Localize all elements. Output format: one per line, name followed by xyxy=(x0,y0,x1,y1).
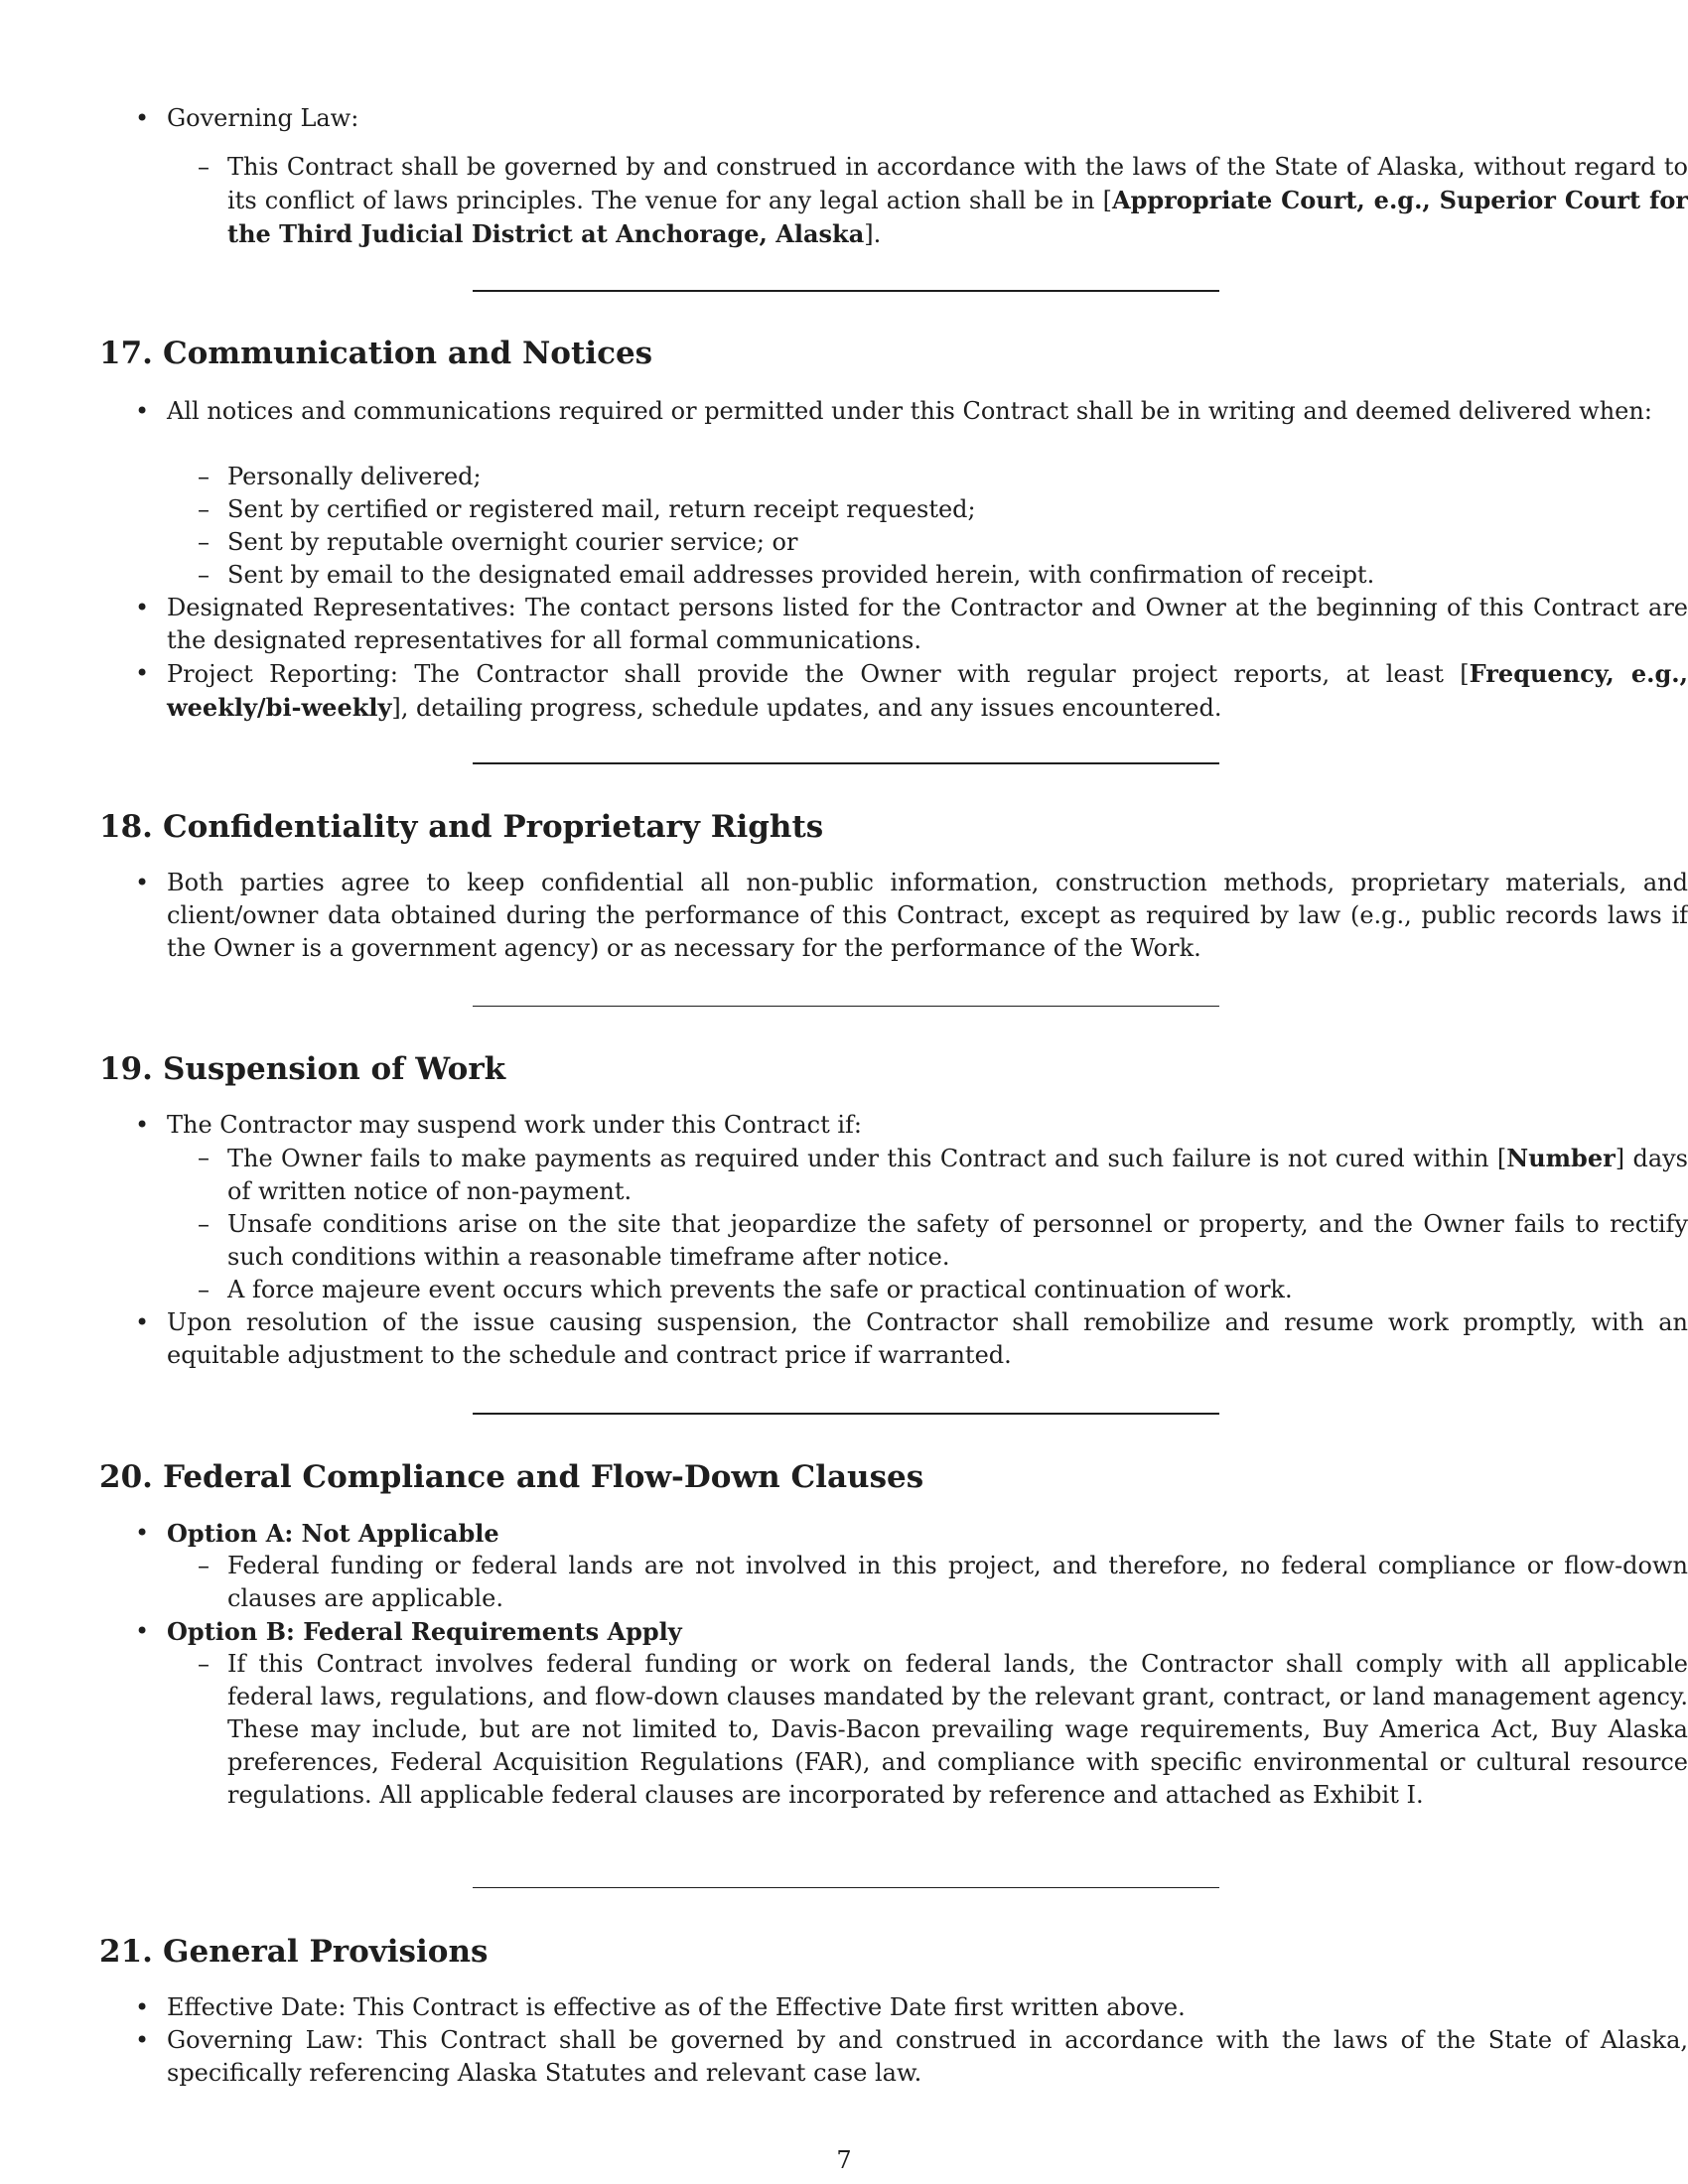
s17-bullet-representatives: • Designated Representatives: The contact persons listed for the Contractor and Owner at the beginning of this Contract are the designated representatives for all formal communications. xyxy=(167,592,1688,657)
section-19-heading: 19. Suspension of Work xyxy=(99,1051,506,1087)
document-page xyxy=(99,0,1688,2184)
s19-bullet-suspend: • The Contractor may suspend work under this Contract if: xyxy=(167,1109,1688,1142)
section-divider xyxy=(473,1006,1219,1007)
governing-law-label: • Governing Law: xyxy=(167,102,1192,135)
s20-option-b: • Option B: Federal Requirements Apply xyxy=(167,1615,1688,1649)
section-divider xyxy=(473,1413,1219,1415)
s19-bullet-resume: • Upon resolution of the issue causing suspension, the Contractor shall remobilize and resume work promptly, with an equitable adjustment to the schedule and contract price if warranted. xyxy=(167,1306,1688,1372)
s21-bullet-effective-date: • Effective Date: This Contract is effective as of the Effective Date first written above. xyxy=(167,1991,1688,2024)
s17-bullet-notices: • All notices and communications required or permitted under this Contract shall be in writing and deemed delivered when: xyxy=(167,395,1688,428)
s17-sub-item: – Sent by reputable overnight courier service; or xyxy=(227,526,1688,559)
s17-sub-item: – Personally delivered; xyxy=(227,461,1688,493)
governing-law-text: – This Contract shall be governed by and construed in accordance with the laws of the State of Alaska, without regard to its conflict of laws principles. The venue for any legal action shall be in [Appropriate Court, e.g., Superior Court for the Third Judicial District at Anchorage, Alaska]. xyxy=(227,151,1688,251)
s19-sub-force-majeure: – A force majeure event occurs which prevents the safe or practical continuation of work. xyxy=(227,1274,1688,1306)
s17-bullet-reporting: • Project Reporting: The Contractor shall provide the Owner with regular project reports, at least [Frequency, e.g., weekly/bi-weekly], detailing progress, schedule updates, and any issues encountered. xyxy=(167,657,1688,725)
page-number: 7 xyxy=(836,2146,852,2174)
s18-bullet-confidential: • Both parties agree to keep confidential all non-public information, construction methods, proprietary materials, and client/owner data obtained during the performance of this Contract, except as required by law (e.g., public records laws if the Owner is a government agency) or as necessary for the performance of the Work. xyxy=(167,867,1688,965)
section-17-heading: 17. Communication and Notices xyxy=(99,336,653,371)
s20-option-a-text: – Federal funding or federal lands are not involved in this project, and therefore, no federal compliance or flow-down clauses are applicable. xyxy=(227,1550,1688,1615)
s21-bullet-governing-law: • Governing Law: This Contract shall be governed by and construed in accordance with the laws of the State of Alaska, specifically referencing Alaska Statutes and relevant case law. xyxy=(167,2024,1688,2090)
s20-option-a: • Option A: Not Applicable xyxy=(167,1517,1688,1551)
s20-option-b-text: – If this Contract involves federal funding or work on federal lands, the Contractor shall comply with all applicable federal laws, regulations, and flow-down clauses mandated by the relevant grant, contract, or land management agency. These may include, but are not limited to, Davis-Bacon prevailing wage requirements, Buy America Act, Buy Alaska preferences, Federal Acquisition Regulations (FAR), and compliance with specific environmental or cultural resource regulations. All applicable federal clauses are incorporated by reference and attached as Exhibit I. xyxy=(227,1648,1688,1812)
section-divider xyxy=(473,1887,1219,1888)
s19-sub-payment: – The Owner fails to make payments as required under this Contract and such failure is not cured within [Number] days of written notice of non-payment. xyxy=(227,1142,1688,1208)
section-20-heading: 20. Federal Compliance and Flow-Down Clauses xyxy=(99,1459,924,1495)
section-21-heading: 21. General Provisions xyxy=(99,1934,489,1970)
s19-sub-unsafe: – Unsafe conditions arise on the site that jeopardize the safety of personnel or property, and the Owner fails to rectify such conditions within a reasonable timeframe after notice. xyxy=(227,1208,1688,1274)
s17-sub-item: – Sent by certified or registered mail, return receipt requested; xyxy=(227,493,1688,526)
s17-sub-item: – Sent by email to the designated email addresses provided herein, with confirmation of receipt. xyxy=(227,559,1688,592)
section-divider xyxy=(473,290,1219,292)
section-18-heading: 18. Confidentiality and Proprietary Rights xyxy=(99,809,824,845)
section-divider xyxy=(473,762,1219,764)
